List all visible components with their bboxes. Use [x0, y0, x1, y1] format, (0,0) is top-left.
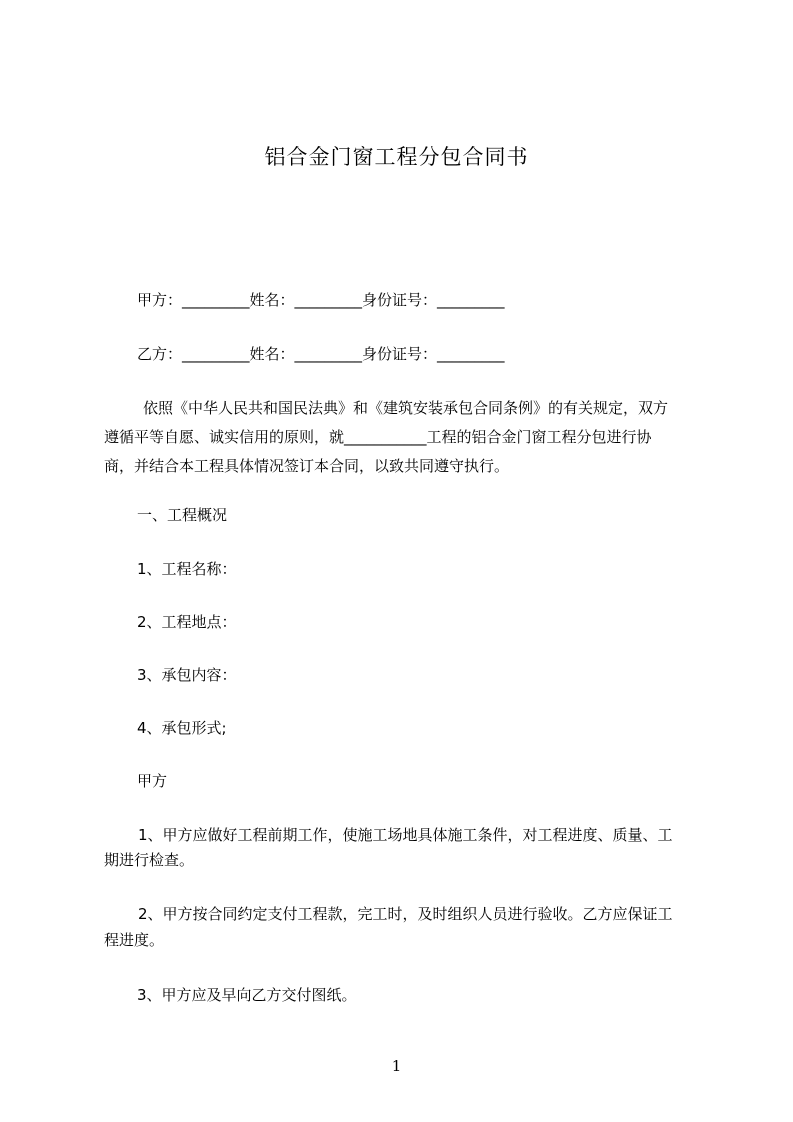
duty-1-line-2: 期进行检查。 [104, 851, 195, 869]
section-1-heading: 一、工程概况 [137, 506, 228, 524]
intro-line-1: 依照《中华人民共和国民法典》和《建筑安装承包合同条例》的有关规定，双方 [143, 399, 669, 417]
item-project-name: 1、工程名称： [137, 560, 237, 578]
item-contract-content: 3、承包内容： [137, 666, 237, 684]
party-a-heading: 甲方 [137, 772, 168, 790]
duty-1-line-1: 1、甲方应做好工程前期工作，使施工场地具体施工条件，对工程进度、质量、工 [138, 826, 673, 844]
duty-3: 3、甲方应及早向乙方交付图纸。 [137, 986, 357, 1004]
page-number: 1 [391, 1057, 402, 1075]
duty-2-line-1: 2、甲方按合同约定支付工程款，完工时，及时组织人员进行验收。乙方应保证工 [138, 905, 673, 923]
intro-line-3: 商，并结合本工程具体情况签订本合同，以致共同遵守执行。 [104, 457, 510, 475]
duty-2-line-2: 程进度。 [104, 931, 165, 949]
party-b-info-line: 乙方：_________姓名：_________身份证号：_________ [137, 345, 505, 363]
intro-line-2: 遵循平等自愿、诚实信用的原则，就___________工程的铝合金门窗工程分包进行协 [104, 428, 652, 446]
item-contract-form: 4、承包形式; [137, 719, 227, 737]
party-a-info-line: 甲方：_________姓名：_________身份证号：_________ [137, 291, 505, 309]
item-project-location: 2、工程地点： [137, 613, 237, 631]
document-title: 铝合金门窗工程分包合同书 [264, 145, 529, 169]
